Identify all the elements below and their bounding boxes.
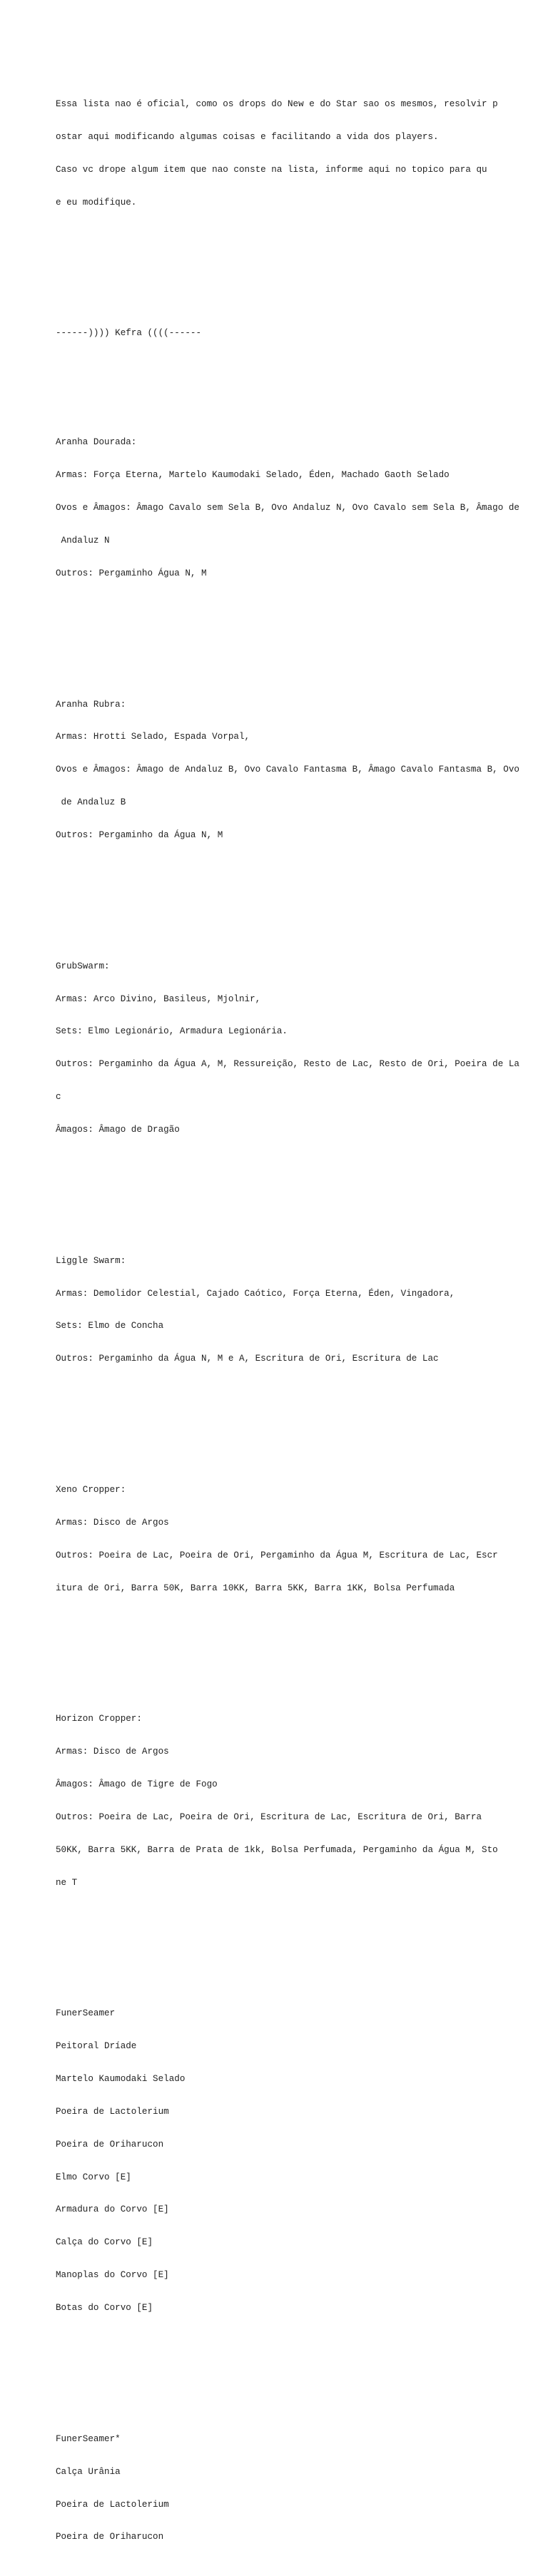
entry-line: Armas: Força Eterna, Martelo Kaumodaki Selado, Éden, Machado Gaoth Selado [56,470,450,481]
entry-line: Poeira de Oriharucon [56,2532,164,2542]
entry-line: Elmo Corvo [E] [56,2172,131,2182]
spacer [56,1419,534,1430]
intro-line: ostar aqui modificando algumas coisas e facilitando a vida dos players. [56,132,439,143]
entry-line: Xeno Cropper: [56,1484,126,1495]
entry-line: Outros: Poeira de Lac, Poeira de Ori, Pergaminho da Água M, Escritura de Lac, Escr [56,1550,498,1560]
entry-line: Âmagos: Âmago de Tigre de Fogo [56,1779,218,1789]
entry-line: Ovos e Âmagos: Âmago de Andaluz B, Ovo Cavalo Fantasma B, Âmago Cavalo Fantasma B, Ovo [56,765,519,775]
entry-line: Sets: Elmo de Concha [56,1321,164,1332]
monster-entry-liggle-swarm [56,1234,534,1386]
entry-line: Poeira de Oriharucon [56,2139,164,2150]
entry-line: Outros: Pergaminho da Água N, M [56,830,223,841]
entry-line: Armas: Hrotti Selado, Espada Vorpal, [56,732,250,742]
entry-line: de Andaluz B [56,797,126,808]
entry-line: Outros: Pergaminho da Água A, M, Ressureição, Resto de Lac, Resto de Ori, Poeira de La [56,1059,519,1070]
monster-entry-aranha-dourada [56,416,534,601]
entry-line: Calça do Corvo [E] [56,2237,153,2248]
entry-line: Poeira de Lactolerium [56,2106,169,2117]
entry-line: Armadura do Corvo [E] [56,2204,169,2215]
spacer [56,896,534,906]
entry-line: Aranha Dourada: [56,437,137,448]
entry-line: ne T [56,1877,78,1888]
entry-line: itura de Ori, Barra 50K, Barra 10KK, Barra 5KK, Barra 1KK, Bolsa Perfumada [56,1583,455,1593]
entry-line: Andaluz N [56,536,110,546]
intro-line: Essa lista nao é oficial, como os drops do New e do Star sao os mesmos, resolvir p [56,99,498,110]
monster-entry-horizon-cropper [56,1692,534,1911]
entry-line: 50KK, Barra 5KK, Barra de Prata de 1kk, Bolsa Perfumada, Pergaminho da Água M, Sto [56,1844,498,1855]
intro-line: e eu modifique. [56,197,137,208]
entry-line: Aranha Rubra: [56,699,126,710]
monster-entry-funerseamer-star [56,2412,534,2565]
entry-line: Armas: Demolidor Celestial, Cajado Caótico, Força Eterna, Éden, Vingadora, [56,1288,455,1299]
entry-line: Outros: Pergaminho Água N, M [56,568,207,578]
spacer [56,1648,534,1659]
entry-line: Peitoral Dríade [56,2041,137,2052]
spacer [56,372,534,383]
entry-line: Ovos e Âmagos: Âmago Cavalo sem Sela B, Ovo Andaluz N, Ovo Cavalo sem Sela B, Âmago de [56,503,519,513]
spacer [56,263,534,296]
entry-line: FunerSeamer [56,2008,116,2019]
monster-entry-aranha-rubra [56,678,534,863]
entry-line: Sets: Elmo Legionário, Armadura Legionária. [56,1026,288,1037]
spacer [56,634,534,645]
entry-line: c [56,1092,61,1103]
monster-entry-grubswarm [56,939,534,1157]
spacer [56,1190,534,1201]
spacer [56,2368,534,2379]
entry-line: Liggle Swarm: [56,1255,126,1266]
monster-entry-xeno-cropper [56,1463,534,1615]
intro-line: Caso vc drope algum item que nao conste na lista, informe aqui no topico para qu [56,164,487,175]
entry-line: Calça Urânia [56,2466,121,2477]
entry-line: Manoplas do Corvo [E] [56,2270,169,2281]
entry-line: Botas do Corvo [E] [56,2303,153,2314]
entry-line: Poeira de Lactolerium [56,2499,169,2510]
entry-line: Armas: Disco de Argos [56,1517,169,1528]
entry-line: Outros: Poeira de Lac, Poeira de Ori, Escritura de Lac, Escritura de Ori, Barra [56,1811,482,1822]
spacer [56,1943,534,1953]
document-body [56,56,534,2576]
entry-line: Horizon Cropper: [56,1714,142,1724]
entry-line: Armas: Disco de Argos [56,1747,169,1757]
intro-paragraph [56,78,534,230]
entry-line: Armas: Arco Divino, Basileus, Mjolnir, [56,993,261,1004]
entry-line: Âmagos: Âmago de Dragão [56,1125,180,1135]
section-heading: ------)))) Kefra ((((------ [56,328,202,339]
entry-line: FunerSeamer* [56,2433,121,2444]
entry-line: Outros: Pergaminho da Água N, M e A, Escritura de Ori, Escritura de Lac [56,1354,439,1364]
entry-line: GrubSwarm: [56,961,110,971]
monster-entry-funerseamer [56,1987,534,2336]
entry-line: Martelo Kaumodaki Selado [56,2073,186,2084]
